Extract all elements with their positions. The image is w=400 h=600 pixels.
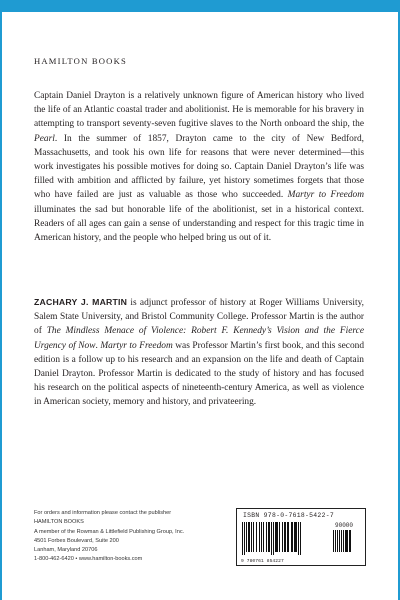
contact-line-3: A member of the Rowman & Littlefield Publishing Group, Inc. [34, 528, 185, 535]
addon-digits: 90000 [335, 522, 354, 529]
blurb-text-2: . In the summer of 1857, Drayton came to the city of New Bedford, Massachusetts, and took his own life for reasons that were never determined—this work investigates his possible motives for doing so. Captain Daniel Drayton’s life was filled with ambition and afflicted by failure, yet history sometimes forgets that those who have failed are just as valuable as those who succeeded. [34, 133, 364, 201]
contact-line-4: 4501 Forbes Boulevard, Suite 200 [34, 537, 119, 544]
author-name: ZACHARY J. MARTIN [34, 297, 128, 307]
contact-line-2: HAMILTON BOOKS [34, 519, 84, 526]
contact-line-1: For orders and information please contact the publisher [34, 510, 172, 516]
author-bio [34, 295, 364, 410]
book-blurb [34, 89, 364, 245]
contact-line-5: Lanham, Maryland 20706 [34, 547, 98, 554]
barcode-digits: 9 780761 854227 [241, 559, 284, 564]
bio-text-2: . [95, 340, 101, 351]
blurb-text-3: illuminates the sad but honorable life of the abolitionist, set in a historical context. Readers of all ages can gain a sense of understanding and respect for this tragic time in American history, and the people who helped bring us out of it. [34, 204, 364, 244]
isbn-label: ISBN 978-0-7618-5422-7 [243, 512, 334, 519]
ship-name: Pearl [34, 133, 55, 144]
blurb-text-1: Captain Daniel Drayton is a relatively unknown figure of American history who lived the life of an Atlantic coastal trader and abolitionist. He is memorable for his bravery in attempting to transport seventy-seven fugitive slaves to the North onboard the ship, the [34, 91, 364, 130]
contact-line-6: 1-800-462-6420 • www.hamilton-books.com [34, 556, 143, 563]
bio-book-title: Martyr to Freedom [100, 340, 173, 351]
publisher-contact-info [34, 509, 249, 565]
price-addon [333, 522, 361, 552]
top-color-band [0, 0, 400, 12]
addon-bar [351, 530, 352, 552]
bio-text-1: is adjunct professor of history at Roger Williams University, Salem State University, and Bristol Community College. Professor Martin is the author of [34, 298, 364, 337]
isbn-barcode [236, 508, 366, 566]
prior-book-title: The Mindless Menace of Violence: Robert F. Kennedy’s Vision and the Fierce Urgency of Now [34, 326, 364, 351]
barcode-bar [301, 522, 302, 552]
barcode-bars [242, 522, 328, 555]
publisher-label: HAMILTON BOOKS [34, 56, 127, 66]
addon-bars [333, 530, 351, 552]
bio-text-3: was Professor Martin’s first book, and this second edition is a follow up to his research and an expansion on the life and death of Captain Daniel Drayton. Professor Martin is dedicated to the study of history and has focused his research on the political aspects of nineteenth-century America, as well as violence in American society, memory and history, and privateering. [34, 340, 365, 408]
blurb-book-title: Martyr to Freedom [287, 190, 364, 201]
